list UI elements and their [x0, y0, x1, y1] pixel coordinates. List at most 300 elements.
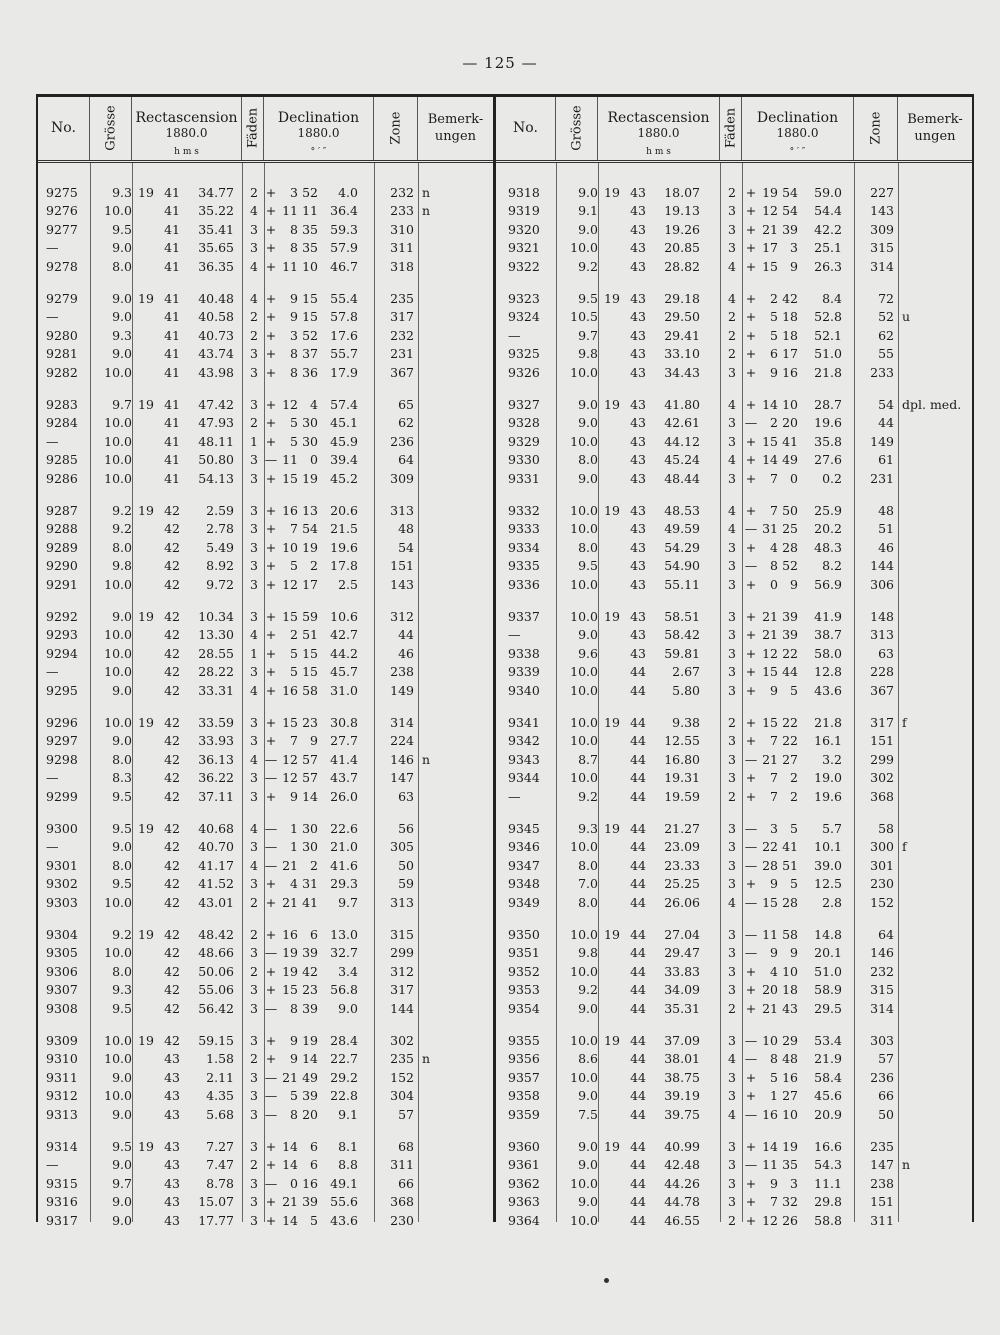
dec-degrees: 8 [290, 346, 298, 362]
remark: n [422, 185, 431, 200]
threads-count: 3 [728, 1088, 736, 1104]
dec-seconds: 19.0 [814, 770, 842, 786]
ra-minutes: 41 [164, 433, 180, 449]
catalog-row [496, 875, 972, 893]
dec-seconds: 45.7 [330, 664, 358, 680]
dec-minutes: 25 [782, 521, 798, 537]
ra-seconds: 48.44 [664, 470, 700, 486]
ra-seconds: 43.98 [198, 364, 234, 380]
header-ra-year: 1880.0 [165, 126, 208, 140]
threads-count: 3 [728, 682, 736, 698]
ra-minutes: 41 [164, 397, 180, 412]
dec-degrees: 21 [282, 1069, 298, 1085]
magnitude: 10.0 [570, 1212, 598, 1228]
dec-sign: — [264, 821, 278, 836]
magnitude: 10.0 [570, 576, 598, 592]
ra-hours: 19 [138, 503, 154, 518]
ra-minutes: 43 [630, 415, 646, 431]
magnitude: 8.7 [578, 751, 598, 767]
ra-seconds: 49.59 [664, 521, 700, 537]
catalog-row [38, 202, 493, 220]
ra-seconds: 50.80 [198, 452, 234, 468]
catalog-row [38, 788, 493, 806]
ra-minutes: 44 [630, 945, 646, 961]
ra-minutes: 43 [630, 470, 646, 486]
zone-number: 302 [390, 1033, 414, 1048]
ra-seconds: 33.59 [198, 715, 234, 730]
zone-number: 314 [870, 1000, 894, 1016]
ra-hours: 19 [604, 185, 620, 200]
dec-minutes: 59 [302, 609, 318, 624]
dec-degrees: 3 [290, 327, 298, 343]
dec-minutes: 6 [310, 927, 318, 942]
star-number: 9334 [508, 539, 540, 555]
dec-seconds: 27.6 [814, 452, 842, 468]
ra-seconds: 55.06 [198, 982, 234, 998]
catalog-row [38, 732, 493, 750]
dec-degrees: 1 [770, 1088, 778, 1104]
dec-degrees: 11 [762, 927, 778, 942]
star-number: 9333 [508, 521, 540, 537]
catalog-row [496, 239, 972, 257]
dec-degrees: 21 [762, 609, 778, 624]
dec-seconds: 28.4 [330, 1033, 358, 1048]
threads-count: 4 [250, 203, 258, 219]
ra-seconds: 8.78 [206, 1175, 234, 1191]
ra-minutes: 42 [164, 682, 180, 698]
threads-count: 3 [728, 203, 736, 219]
dec-sign: — [264, 945, 278, 961]
threads-count: 4 [250, 627, 258, 643]
dec-degrees: 15 [282, 982, 298, 998]
zone-number: 62 [878, 327, 894, 343]
dec-sign: + [265, 894, 277, 910]
ra-hours: 19 [138, 397, 154, 412]
dec-seconds: 22.6 [330, 821, 358, 836]
dec-minutes: 43 [782, 1000, 798, 1016]
catalog-row [38, 981, 493, 999]
star-number: 9291 [46, 576, 78, 592]
threads-count: 2 [250, 309, 258, 325]
header-ra [598, 97, 720, 160]
dec-seconds: 2.5 [338, 576, 358, 592]
threads-count: 3 [250, 558, 258, 574]
catalog-row [496, 308, 972, 326]
ra-seconds: 54.90 [664, 558, 700, 574]
star-number: 9328 [508, 415, 540, 431]
magnitude: 9.1 [578, 203, 598, 219]
threads-count: 3 [250, 397, 258, 412]
magnitude: 9.0 [112, 839, 132, 855]
dec-degrees: 31 [762, 521, 778, 537]
zone-number: 151 [390, 558, 414, 574]
catalog-row [496, 414, 972, 432]
ra-seconds: 10.34 [198, 609, 234, 624]
dec-sign: + [265, 203, 277, 219]
threads-count: 3 [250, 221, 258, 237]
zone-number: 313 [870, 627, 894, 643]
dec-degrees: 9 [770, 1175, 778, 1191]
magnitude: 10.0 [570, 364, 598, 380]
catalog-row [496, 539, 972, 557]
star-number: 9280 [46, 327, 78, 343]
magnitude: 10.0 [570, 770, 598, 786]
zone-number: 55 [878, 346, 894, 362]
dec-sign: — [264, 857, 278, 873]
ra-minutes: 44 [630, 927, 646, 942]
zone-number: 151 [870, 1194, 894, 1210]
catalog-row [38, 682, 493, 700]
ra-minutes: 43 [630, 240, 646, 256]
zone-number: 152 [870, 894, 894, 910]
ra-seconds: 16.80 [664, 751, 700, 767]
header-groesse [556, 97, 598, 160]
magnitude: 8.0 [112, 963, 132, 979]
ra-minutes: 41 [164, 415, 180, 431]
dec-seconds: 29.8 [814, 1194, 842, 1210]
zone-number: 64 [878, 927, 894, 942]
zone-number: 143 [390, 576, 414, 592]
dec-minutes: 14 [302, 788, 318, 804]
threads-count: 3 [250, 452, 258, 468]
dec-degrees: 22 [762, 839, 778, 855]
zone-number: 238 [870, 1175, 894, 1191]
dec-sign: + [265, 240, 277, 256]
dec-sign: + [745, 1088, 757, 1104]
dec-sign: + [745, 539, 757, 555]
threads-count: 3 [728, 576, 736, 592]
star-number: 9304 [46, 927, 78, 942]
zone-number: 318 [390, 258, 414, 274]
dec-sign: + [745, 1194, 757, 1210]
ra-minutes: 41 [164, 452, 180, 468]
star-number: 9332 [508, 503, 540, 518]
dec-seconds: 11.1 [814, 1175, 842, 1191]
ra-seconds: 50.06 [198, 963, 234, 979]
dec-degrees: 15 [762, 433, 778, 449]
dec-minutes: 10 [782, 397, 798, 412]
threads-count: 4 [728, 894, 736, 910]
magnitude: 9.7 [112, 1175, 132, 1191]
dec-sign: — [744, 1051, 758, 1067]
ra-seconds: 33.31 [198, 682, 234, 698]
threads-count: 3 [728, 240, 736, 256]
ra-hours: 19 [604, 927, 620, 942]
dec-sign: + [265, 1139, 277, 1154]
dec-degrees: 11 [282, 452, 298, 468]
ra-minutes: 42 [164, 1033, 180, 1048]
dec-degrees: 4 [770, 539, 778, 555]
dec-sign: + [745, 609, 757, 624]
magnitude: 9.6 [578, 645, 598, 661]
zone-number: 54 [398, 539, 414, 555]
ra-seconds: 5.49 [206, 539, 234, 555]
dec-degrees: 21 [762, 1000, 778, 1016]
dec-sign: + [265, 558, 277, 574]
magnitude: 9.2 [578, 788, 598, 804]
ra-minutes: 44 [630, 982, 646, 998]
ra-minutes: 42 [164, 821, 180, 836]
threads-count: 3 [728, 982, 736, 998]
dec-minutes: 27 [782, 1088, 798, 1104]
ra-minutes: 43 [164, 1051, 180, 1067]
dec-minutes: 5 [790, 821, 798, 836]
dec-sign: + [745, 185, 757, 200]
magnitude: 9.3 [112, 185, 132, 200]
ra-seconds: 54.13 [198, 470, 234, 486]
ra-minutes: 43 [630, 346, 646, 362]
dec-degrees: 16 [282, 503, 298, 518]
star-number: 9355 [508, 1033, 540, 1048]
dec-minutes: 29 [782, 1033, 798, 1048]
ra-hours: 19 [138, 1139, 154, 1154]
catalog-left [38, 97, 496, 1228]
magnitude: 10.0 [570, 240, 598, 256]
threads-count: 4 [728, 1051, 736, 1067]
threads-count: 2 [250, 415, 258, 431]
ra-minutes: 41 [164, 346, 180, 362]
star-number: 9321 [508, 240, 540, 256]
threads-count: 2 [728, 346, 736, 362]
dec-seconds: 26.3 [814, 258, 842, 274]
catalog-row [496, 502, 972, 520]
dec-seconds: 41.4 [330, 751, 358, 767]
catalog-row [496, 1106, 972, 1124]
ra-seconds: 34.77 [198, 185, 234, 200]
ra-seconds: 48.42 [198, 927, 234, 942]
catalog-row [38, 1032, 493, 1050]
magnitude: 9.5 [578, 291, 598, 306]
dec-seconds: 45.2 [330, 470, 358, 486]
dec-sign: + [265, 415, 277, 431]
dec-degrees: 16 [762, 1106, 778, 1122]
ra-seconds: 15.07 [198, 1194, 234, 1210]
magnitude: 9.5 [112, 876, 132, 892]
dec-seconds: 45.1 [330, 415, 358, 431]
star-number: 9301 [46, 857, 78, 873]
dec-seconds: 51.0 [814, 963, 842, 979]
dec-seconds: 0.2 [822, 470, 842, 486]
dec-sign: + [745, 346, 757, 362]
ra-minutes: 41 [164, 309, 180, 325]
catalog-row [38, 502, 493, 520]
star-number: 9339 [508, 664, 540, 680]
ra-minutes: 42 [164, 982, 180, 998]
ra-seconds: 59.81 [664, 645, 700, 661]
dec-degrees: 15 [762, 894, 778, 910]
star-number: — [508, 327, 521, 343]
dec-minutes: 39 [302, 1194, 318, 1210]
ra-seconds: 25.25 [664, 876, 700, 892]
header-groesse-text: Grösse [103, 105, 118, 151]
dec-minutes: 51 [302, 627, 318, 643]
dec-seconds: 49.1 [330, 1175, 358, 1191]
magnitude: 10.0 [104, 945, 132, 961]
dec-seconds: 56.8 [330, 982, 358, 998]
dec-minutes: 26 [782, 1212, 798, 1228]
dec-sign: + [745, 645, 757, 661]
dec-degrees: 4 [770, 963, 778, 979]
ra-seconds: 40.48 [198, 291, 234, 306]
magnitude: 9.0 [578, 627, 598, 643]
dec-minutes: 39 [302, 945, 318, 961]
header-no: No. [38, 97, 90, 160]
star-number: 9357 [508, 1069, 540, 1085]
dec-minutes: 18 [782, 982, 798, 998]
threads-count: 4 [728, 397, 736, 412]
magnitude: 10.0 [570, 839, 598, 855]
catalog-row [38, 557, 493, 575]
dec-degrees: 3 [290, 185, 298, 200]
dec-minutes: 22 [782, 645, 798, 661]
magnitude: 9.8 [112, 558, 132, 574]
dec-degrees: 14 [282, 1157, 298, 1173]
ra-seconds: 35.65 [198, 240, 234, 256]
dec-minutes: 11 [302, 203, 318, 219]
magnitude: 9.0 [112, 682, 132, 698]
dec-degrees: 20 [762, 982, 778, 998]
zone-number: 46 [398, 645, 414, 661]
dec-degrees: 12 [282, 751, 298, 767]
threads-count: 3 [728, 1157, 736, 1173]
dec-sign: + [265, 963, 277, 979]
header-row-left [38, 97, 493, 163]
catalog-row [496, 663, 972, 681]
magnitude: 9.5 [112, 221, 132, 237]
threads-count: 2 [250, 963, 258, 979]
zone-number: 57 [398, 1106, 414, 1122]
ra-seconds: 19.26 [664, 221, 700, 237]
star-number: 9330 [508, 452, 540, 468]
ra-seconds: 56.42 [198, 1000, 234, 1016]
catalog-row [38, 1138, 493, 1156]
ra-hours: 19 [604, 609, 620, 624]
threads-count: 3 [250, 503, 258, 518]
dec-sign: + [745, 1212, 757, 1228]
dec-minutes: 22 [782, 733, 798, 749]
threads-count: 3 [250, 945, 258, 961]
dec-degrees: 7 [770, 770, 778, 786]
catalog-row [38, 576, 493, 594]
star-number: 9351 [508, 945, 540, 961]
dec-sign: — [744, 927, 758, 942]
dec-sign: + [745, 1175, 757, 1191]
zone-number: 147 [390, 770, 414, 786]
dec-sign: + [265, 397, 277, 412]
ra-seconds: 27.04 [664, 927, 700, 942]
magnitude: 10.0 [104, 470, 132, 486]
dec-minutes: 3 [790, 240, 798, 256]
dec-minutes: 4 [310, 397, 318, 412]
threads-count: 3 [250, 664, 258, 680]
catalog-row [38, 258, 493, 276]
star-number: 9350 [508, 927, 540, 942]
star-number: 9344 [508, 770, 540, 786]
catalog-row [38, 1087, 493, 1105]
dec-minutes: 20 [782, 415, 798, 431]
star-number: 9315 [46, 1175, 78, 1191]
dec-degrees: 15 [282, 715, 298, 730]
dec-seconds: 2.8 [822, 894, 842, 910]
dec-seconds: 20.1 [814, 945, 842, 961]
ra-minutes: 44 [630, 1212, 646, 1228]
magnitude: 9.2 [112, 503, 132, 518]
dec-sign: — [744, 894, 758, 910]
ra-seconds: 29.41 [664, 327, 700, 343]
zone-number: 309 [390, 470, 414, 486]
threads-count: 3 [728, 433, 736, 449]
ra-seconds: 35.31 [664, 1000, 700, 1016]
zone-number: 51 [878, 521, 894, 537]
dec-seconds: 52.1 [814, 327, 842, 343]
dec-degrees: 5 [770, 1069, 778, 1085]
dec-sign: + [265, 1051, 277, 1067]
remark: f [902, 715, 907, 730]
dec-sign: + [265, 185, 277, 200]
star-number: 9324 [508, 309, 540, 325]
dec-seconds: 59.3 [330, 221, 358, 237]
dec-seconds: 56.9 [814, 576, 842, 592]
dec-minutes: 58 [782, 927, 798, 942]
dec-degrees: 10 [282, 539, 298, 555]
dec-minutes: 15 [302, 645, 318, 661]
threads-count: 3 [728, 945, 736, 961]
ra-minutes: 44 [630, 857, 646, 873]
dec-seconds: 45.6 [814, 1088, 842, 1104]
star-number: — [46, 770, 59, 786]
ra-minutes: 44 [630, 894, 646, 910]
dec-degrees: 28 [762, 857, 778, 873]
zone-number: 312 [390, 609, 414, 624]
zone-number: 302 [870, 770, 894, 786]
star-number: — [46, 433, 59, 449]
dec-degrees: 7 [770, 1194, 778, 1210]
dec-degrees: 11 [762, 1157, 778, 1173]
dec-minutes: 54 [782, 185, 798, 200]
ra-seconds: 39.19 [664, 1088, 700, 1104]
catalog-row [496, 520, 972, 538]
catalog-row [38, 944, 493, 962]
ra-minutes: 42 [164, 558, 180, 574]
star-number: — [46, 664, 59, 680]
ra-seconds: 38.75 [664, 1069, 700, 1085]
catalog-row [38, 184, 493, 202]
threads-count: 2 [728, 327, 736, 343]
dec-seconds: 10.1 [814, 839, 842, 855]
catalog-row [38, 1212, 493, 1230]
magnitude: 10.0 [104, 203, 132, 219]
dec-minutes: 20 [302, 1106, 318, 1122]
dec-degrees: 12 [762, 203, 778, 219]
ra-seconds: 36.22 [198, 770, 234, 786]
star-number: 9361 [508, 1157, 540, 1173]
ra-seconds: 47.42 [198, 397, 234, 412]
dec-minutes: 16 [782, 364, 798, 380]
ra-minutes: 44 [630, 715, 646, 730]
dec-minutes: 15 [302, 664, 318, 680]
ra-minutes: 43 [630, 576, 646, 592]
threads-count: 2 [250, 1157, 258, 1173]
threads-count: 3 [728, 664, 736, 680]
ra-hours: 19 [138, 291, 154, 306]
ra-hours: 19 [604, 715, 620, 730]
header-bem-line2: ungen [434, 129, 477, 144]
ra-minutes: 43 [630, 609, 646, 624]
zone-number: 231 [390, 346, 414, 362]
remark: f [902, 839, 907, 855]
magnitude: 9.0 [578, 1139, 598, 1154]
dec-seconds: 48.3 [814, 539, 842, 555]
